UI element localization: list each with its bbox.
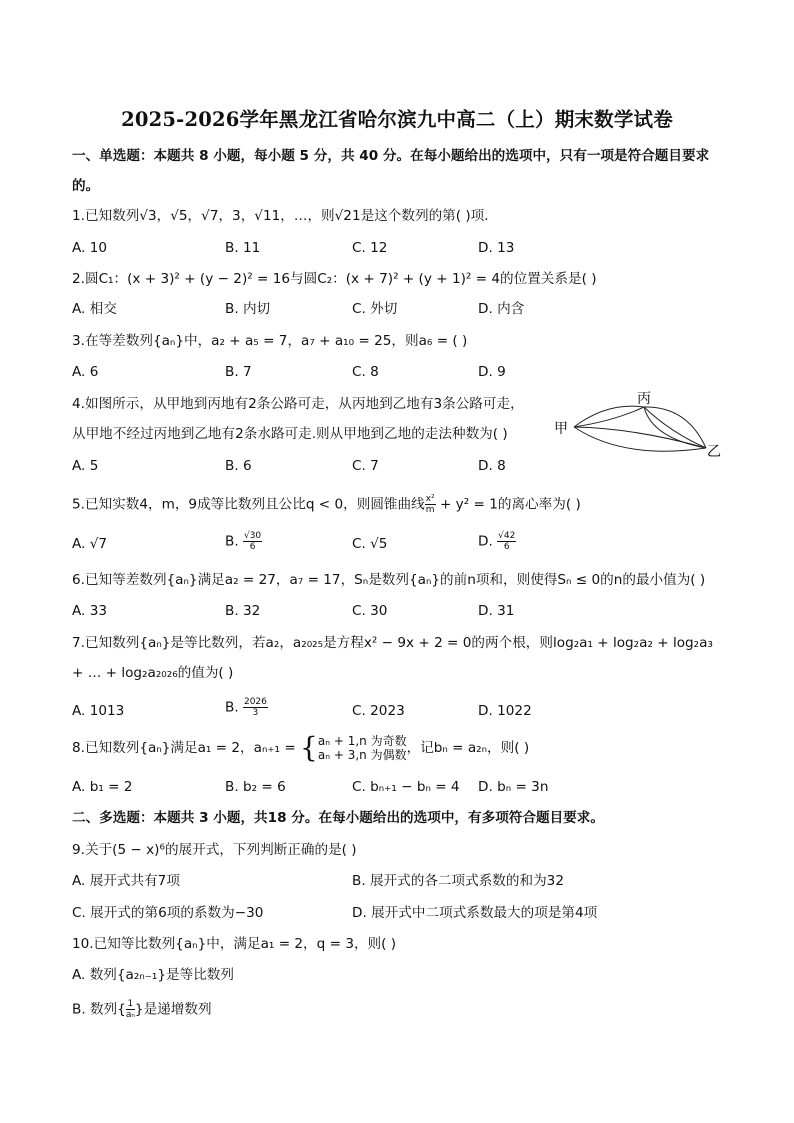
q1-option-b: B. 11 <box>225 240 261 256</box>
q3-option-d: D. 9 <box>478 364 506 380</box>
q7-option-d <box>478 702 532 720</box>
q8-stem <box>72 731 530 764</box>
q5-option-b <box>225 531 262 552</box>
q10-option-b <box>72 999 212 1020</box>
q5-fraction <box>425 494 436 515</box>
q4-stem: 4.如图所示，从甲地到丙地有2条公路可走，从丙地到乙地有3条公路可走， <box>72 396 524 412</box>
q5-option-c-value: √5 <box>370 536 388 552</box>
q5-stem-part1: 5.已知实数4，m，9成等比数列且公比q < 0，则圆锥曲线 <box>72 496 425 513</box>
q2-option-c: C. 外切 <box>352 301 398 317</box>
q1-option-d: D. 13 <box>478 240 515 256</box>
q8-option-a: A. b₁ = 2 <box>72 779 133 795</box>
q5-fraction-num: x² <box>425 494 435 504</box>
q7-stem: 7.已知数列{aₙ}是等比数列，若a₂，a₂₀₂₅是方程x² − 9x + 2 = 0的两个根，则log₂a₁ + log₂a₂ + log₂a₃ <box>72 635 713 651</box>
q8-option-b: B. b₂ = 6 <box>225 779 286 795</box>
section1-heading: 一、单选题：本题共 8 小题，每小题 5 分，共 40 分。在每小题给出的选项中，只有一项是符合题目要求 <box>72 148 710 164</box>
section2-heading: 二、多选题：本题共 3 小题，共18 分。在每小题给出的选项中，有多项符合题目要求。 <box>72 810 604 826</box>
q6-option-d: D. 31 <box>478 603 515 619</box>
q5-option-a-value: √7 <box>89 536 108 552</box>
q5-option-b-prefix: B. <box>225 533 243 550</box>
route-diagram <box>552 390 724 460</box>
q7-option-d-prefix: D. <box>478 703 498 719</box>
q10-stem: 10.已知等比数列{aₙ}中，满足a₁ = 2，q = 3，则( ) <box>72 936 397 952</box>
q8-case-even: aₙ + 3,n 为偶数 <box>317 748 407 762</box>
q6-option-b: B. 32 <box>225 603 261 619</box>
q5-option-d <box>478 531 516 552</box>
q8-cases <box>318 734 407 762</box>
q5-option-d-prefix: D. <box>478 533 498 550</box>
q5-fraction-den: m <box>425 505 435 515</box>
q9-option-c: C. 展开式的第6项的系数为−30 <box>72 905 264 921</box>
q8-stem-part2: ，记bₙ = a₂ₙ，则( ) <box>406 740 530 756</box>
q10-option-b-den: aₙ <box>125 1010 135 1020</box>
q5-option-c-prefix: C. <box>352 536 371 552</box>
q8-stem-part1: 8.已知数列{aₙ}满足a₁ = 2，aₙ₊₁ = <box>72 740 301 756</box>
q2-option-b: B. 内切 <box>225 301 271 317</box>
label-bing: 丙 <box>637 391 651 407</box>
q1-option-c: C. 12 <box>352 240 388 256</box>
q7-option-c-prefix: C. <box>352 703 371 719</box>
q1-stem: 1.已知数列√3，√5，√7，3，√11，…，则√21是这个数列的第( )项． <box>72 208 498 224</box>
q4-option-b: B. 6 <box>225 458 252 474</box>
q3-stem: 3.在等差数列{aₙ}中，a₂ + a₅ = 7，a₇ + a₁₀ = 25，则a₆ = ( ) <box>72 333 468 349</box>
exam-title: 2025-2026学年黑龙江省哈尔滨九中高二（上）期末数学试卷 <box>121 108 673 131</box>
q5-option-c <box>352 535 387 553</box>
q4-stem-cont: 从甲地不经过丙地到乙地有2条水路可走.则从甲地到乙地的走法种数为( ) <box>72 426 508 442</box>
q10-option-b-fraction <box>126 999 135 1020</box>
label-jia: 甲 <box>554 421 568 437</box>
q3-option-b: B. 7 <box>225 364 252 380</box>
q7-stem-cont: + … + log₂a₂₀₂₆的值为( ) <box>72 665 234 681</box>
q7-option-b-num: 2026 <box>243 697 267 707</box>
q6-stem: 6.已知等差数列{aₙ}满足a₂ = 27，a₇ = 17，Sₙ是数列{aₙ}的前n项和，则使得Sₙ ≤ 0的n的最小值为( ) <box>72 572 706 588</box>
q8-case-odd: aₙ + 1,n 为奇数 <box>317 734 407 748</box>
q8-option-d: D. bₙ = 3n <box>478 779 549 795</box>
q1-option-a: A. 10 <box>72 240 107 256</box>
q9-option-b: B. 展开式的各二项式系数的和为32 <box>352 873 564 889</box>
road-jia-bing-1 <box>574 406 644 427</box>
q5-option-d-fraction <box>497 531 516 552</box>
q9-option-d: D. 展开式中二项式系数最大的项是第4项 <box>352 905 598 921</box>
q8-option-c: C. bₙ₊₁ − bₙ = 4 <box>352 779 460 795</box>
q5-option-b-num: √30 <box>243 531 262 541</box>
q7-option-b-den: 3 <box>252 708 259 718</box>
q3-option-a: A. 6 <box>72 364 99 380</box>
q10-option-b-part1: B. 数列{ <box>72 1001 126 1018</box>
q5-option-d-den: 6 <box>503 542 510 552</box>
q7-option-b-prefix: B. <box>225 699 243 716</box>
q2-stem: 2.圆C₁：(x + 3)² + (y − 2)² = 16与圆C₂：(x + 7)² + (y + 1)² = 4的位置关系是( ) <box>72 271 597 287</box>
q6-option-c: C. 30 <box>352 603 388 619</box>
q5-option-b-den: 6 <box>249 542 256 552</box>
q5-stem <box>72 494 581 515</box>
road-jia-bing-2 <box>574 407 644 427</box>
q2-option-d: D. 内含 <box>478 301 525 317</box>
q7-option-b-fraction <box>243 697 268 718</box>
q7-option-a-prefix: A. <box>72 703 90 719</box>
waterway-jia-yi-2 <box>574 427 706 451</box>
q5-option-d-num: √42 <box>498 531 516 541</box>
q5-stem-part2: + y² = 1的离心率为( ) <box>435 496 581 513</box>
q7-option-c <box>352 702 405 720</box>
q8-brace: { <box>300 731 318 764</box>
road-bing-yi-1 <box>644 407 706 448</box>
q2-option-a: A. 相交 <box>72 301 117 317</box>
q5-option-a <box>72 535 107 553</box>
label-yi: 乙 <box>707 444 721 460</box>
q7-option-c-value: 2023 <box>370 703 405 719</box>
q7-option-a <box>72 702 124 720</box>
q4-option-a: A. 5 <box>72 458 99 474</box>
q10-option-b-num: 1 <box>127 999 134 1009</box>
q3-option-c: C. 8 <box>352 364 379 380</box>
q6-option-a: A. 33 <box>72 603 107 619</box>
q7-option-d-value: 1022 <box>497 703 532 719</box>
q9-option-a: A. 展开式共有7项 <box>72 873 180 889</box>
q5-option-b-fraction <box>243 531 262 552</box>
q7-option-a-value: 1013 <box>89 703 125 719</box>
q10-option-a: A. 数列{a₂ₙ₋₁}是等比数列 <box>72 967 234 983</box>
q4-option-c: C. 7 <box>352 458 379 474</box>
q9-stem: 9.关于(5 − x)⁶的展开式，下列判断正确的是( ) <box>72 842 357 858</box>
q7-option-b <box>225 697 268 718</box>
section1-heading-cont: 的。 <box>72 178 100 194</box>
q10-option-b-part2: }是递增数列 <box>134 1001 212 1018</box>
q4-option-d: D. 8 <box>478 458 506 474</box>
q5-option-a-prefix: A. <box>72 536 90 552</box>
